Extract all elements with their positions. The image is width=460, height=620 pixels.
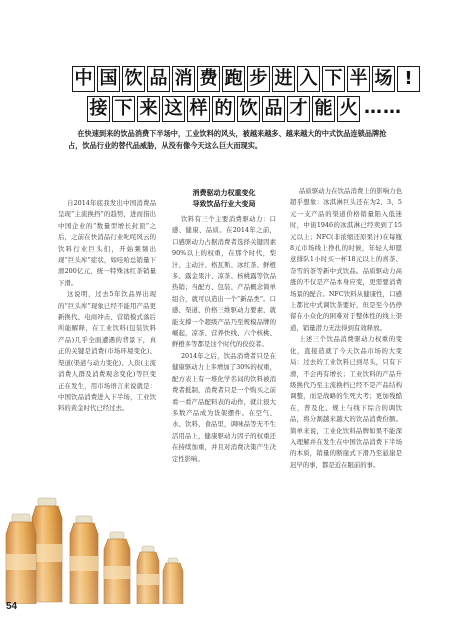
headline-char-box: 饮 <box>237 96 260 122</box>
headline-char-box: 接 <box>87 96 110 122</box>
lead-paragraph: 在快速到来的饮品消费下半场中，工业饮料的风头，被越来越多、越来越大的中式饮品连锁品牌抢占，饮品行业的替代品威胁，从没有像今天这么巨大而现实。 <box>68 129 387 150</box>
headline-char-box: 场 <box>372 66 395 92</box>
beverage-bottles-photo <box>0 494 190 604</box>
headline-char-box: 的 <box>212 96 235 122</box>
headline-char-box: 才 <box>287 96 310 122</box>
headline-char-box: 饮 <box>122 66 145 92</box>
headline-char-box: 这 <box>162 96 185 122</box>
article-column-2 <box>172 214 276 465</box>
headline-char-box: 品 <box>147 66 170 92</box>
headline-char-box: 下 <box>322 66 345 92</box>
headline-char-box: 步 <box>247 66 270 92</box>
column-paragraph: 这说明，过去5年饮品界出现的“巨头库”现象已经不能用产品更新换代、电商冲击、营销模式落后所能解释，在工业饮料(包装饮料产品)几乎全面遭遇的背景下，真正的关键是消费(市场环境变化)、渠道(渠道与动力变化)、人资(主流消费人群及消费观念变化)等巨变正在发生，用市场语言来说就是：中国饮品消费进入下半场，工业饮料的黄金时代已经过去。 <box>58 290 156 413</box>
headline-char-box: 半 <box>347 66 370 92</box>
section-subheading: 消费驱动力权重变化 导致饮品行业大变局 <box>192 189 256 208</box>
headline-ellipsis: …… <box>362 96 404 122</box>
article-column-1 <box>58 198 156 415</box>
column-paragraph: 上述三个饮品消费驱动力权重的变化，直接造就了今天饮品市场的大变局：过去的工业饮料已到尽头，只有下滑，不会再有增长；工业饮料的产品升级换代乃至主流换档已经不是产品结构调整，而是战略的生死大考；更加残酷在，普及化、规上与线下综合的调饮品，将分割越来越大的饮品消费份额。简单来说，工业化饮料品牌如果不能深入理解并在发生在中国饮品消费下半场的本质，销量的断崖式下滑乃至悬崖是迟早的事，都是近在眼前的事。 <box>290 335 402 469</box>
headline-char-box: 样 <box>187 96 210 122</box>
headline-char-box: 入 <box>297 66 320 92</box>
headline-char-box: 火 <box>337 96 360 122</box>
headline-char-box: 中 <box>72 66 95 92</box>
headline-line-2 <box>87 96 404 122</box>
headline-char-box: 来 <box>137 96 160 122</box>
column-paragraph: 2014年之后，饮品消费者只是在健康驱动力上多增加了30%的权重，配方表上有一堆化学名词的饮料被消费者抵制，消费者只是一个购买之前看一看产品配料表的动作，就让很大多数产品成为货架摆件。在空气、水、饮料、食品里，调味品等无不生活用品上，健康驱动力因子的权重还在持续加重，并且对消费决策产生决定性影响。 <box>172 351 276 463</box>
headline-char-box: 能 <box>312 96 335 122</box>
headline-char-box: 费 <box>197 66 220 92</box>
column-paragraph: 饮料有三个主要消费驱动力：口感、健康、品质。在2014年之前，口感驱动力占据消费者选择关键因素90%以上的权重，在那个时代，梨汁、主动汁、格瓦斯、冰红茶、鲜橙多、露金果汁、凉茶、核桃露等饮品热销；当配方、包装、产品概念简单组合，就可以造出一个“新品类”。口感、渠道、价格三维驱动力要素，就能支撑一个超级产品乃至规模品牌的崛起，凉茶、营养快线、六个核桃、鲜橙多等都是这个时代的佼佼者。 <box>172 215 276 349</box>
article-column-3 <box>290 186 402 471</box>
headline-char-box: ! <box>397 66 420 92</box>
column-paragraph: 品质驱动力在饮品消费上的影响力也超乎想象：冰淇淋巨头还在为2、3、5元一支产品的渠道价格销量陷入低迷时，中街1946的冰淇淋已经卖到了15元以上；NFC(非浓缩还原果汁)在每瓶8元市场线上挣扎的时候，年轻人却愿意排队1小时买一杯18元以上的喜茶、奈雪的茶等新中式饮品。品质驱动力高涨的不仅是产品本身应变，更需要消费场景的配合。NFC饮料从健康性，口感上都比中式调饮茶要好，但是至今仍停留在小众化的困难对于整体性的线上渠道，销量潜力无法得到有效释放。 <box>290 187 402 332</box>
column-paragraph: 自2014年底我发出中国消费品呈现“主流换挡”的趋势，进而指出中国企业的“数量型增长封顶”之后，之前在快消品行业叱咤风云的饮料行业巨头们，开始频频出现“巨头库”症状，如哇哈总销量下滑200亿元，统一特殊冰红茶销量下滑。 <box>58 199 156 287</box>
page-number: 54 <box>6 601 18 612</box>
headline-char-box: 国 <box>97 66 120 92</box>
headline-char-box: 消 <box>172 66 195 92</box>
headline-char-box: 跑 <box>222 66 245 92</box>
headline-line-1 <box>72 66 420 92</box>
headline-char-box: 进 <box>272 66 295 92</box>
headline-char-box: 品 <box>262 96 285 122</box>
headline-char-box: 下 <box>112 96 135 122</box>
